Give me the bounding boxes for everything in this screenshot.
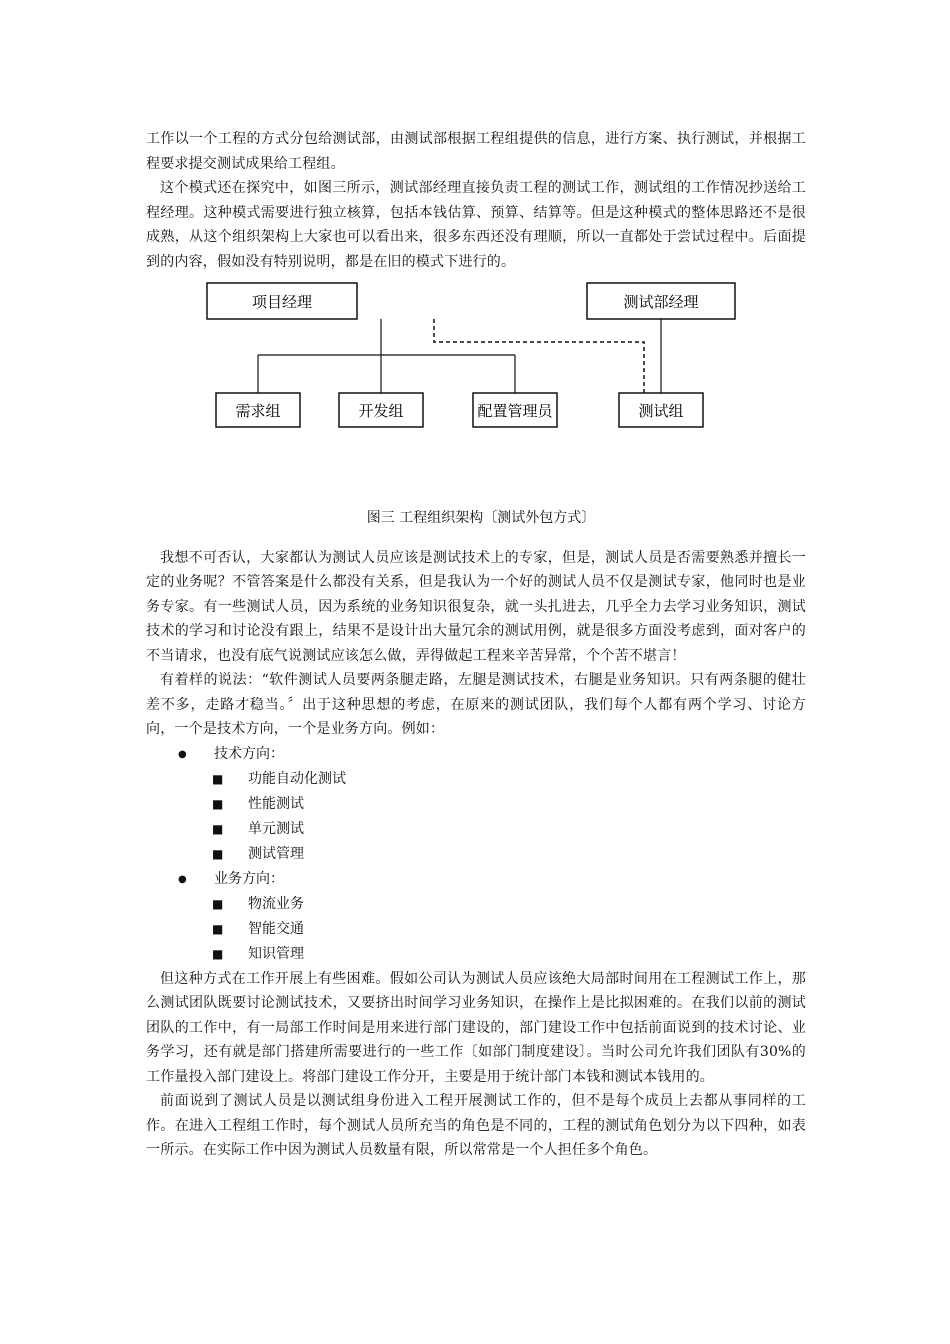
dashed-report-line [434, 319, 644, 393]
square-bullet-icon: ■ [212, 771, 224, 786]
square-bullet-icon: ■ [212, 946, 224, 961]
list-item: ■ 知识管理 [146, 942, 806, 967]
org-chart [206, 282, 746, 430]
paragraph-6: 前面说到了测试人员是以测试组身份进入工程开展测试工作的，但不是每个成员上去都从事同样的工作。在进入工程组工作时，每个测试人员所充当的角色是不同的，工程的测试角色划分为以下四种，如表一所示。在实际工作中因为测试人员数量有限，所以常常是一个人担任多个角色。 [146, 1093, 806, 1158]
list-item: ■ 性能测试 [146, 792, 806, 817]
list-item: ■ 测试管理 [146, 842, 806, 867]
figure-caption: 图三 工程组织架构〔测试外包方式〕 [366, 510, 596, 526]
paragraph-5: 但这种方式在工作开展上有些困难。假如公司认为测试人员应该绝大局部时间用在工程测试工作上，那么测试团队既要讨论测试技术，又要挤出时间学习业务知识，在操作上是比拟困难的。在我们以前的测试团队的工作中，有一局部工作时间是用来进行部门建设的，部门建设工作中包括前面说到的技术讨论、业务学习，还有就是部门搭建所需要进行的一些工作〔如部门制度建设〕。当时公司允许我们团队有30%的工作量投入部门建设上。将部门建设工作分开，主要是用于统计部门本钱和测试本钱用的。 [146, 970, 806, 1085]
label-project-manager: 项目经理 [251, 293, 313, 311]
paragraph-2: 这个模式还在探究中，如图三所示，测试部经理直接负责工程的测试工作，测试组的工作情况抄送给工程经理。这种模式需要进行独立核算，包括本钱估算、预算、结算等。但是这种模式的整体思路还不是很成熟，从这个组织架构上大家也可以看出来，很多东西还没有理顺，所以一直都处于尝试过程中。后面提到的内容，假如没有特别说明，都是在旧的模式下进行的。 [146, 180, 806, 270]
document-page [146, 127, 806, 1163]
square-bullet-icon: ■ [212, 821, 224, 836]
label-development: 开发组 [358, 402, 404, 420]
square-bullet-icon: ■ [212, 796, 224, 811]
label-test-group: 测试组 [638, 402, 684, 420]
direction-list [146, 742, 806, 967]
label-test-manager: 测试部经理 [623, 293, 699, 311]
bullet-icon: ● [178, 873, 187, 885]
square-bullet-icon: ■ [212, 896, 224, 911]
paragraph-1: 工作以一个工程的方式分包给测试部，由测试部根据工程组提供的信息，进行方案、执行测试，并根据工程要求提交测试成果给工程组。 [146, 131, 806, 172]
list-item: ■ 物流业务 [146, 892, 806, 917]
square-bullet-icon: ■ [212, 846, 224, 861]
label-config-manager: 配置管理员 [477, 402, 553, 420]
list-item: ■ 单元测试 [146, 817, 806, 842]
bullet-icon: ● [178, 748, 187, 760]
list-label-tech: 技术方向： [214, 745, 284, 762]
square-bullet-icon: ■ [212, 921, 224, 936]
list-item: ■ 功能自动化测试 [146, 767, 806, 792]
list-item-business [146, 867, 806, 892]
list-item: ■ 智能交通 [146, 917, 806, 942]
label-requirements: 需求组 [235, 402, 281, 420]
paragraph-3: 我想不可否认，大家都认为测试人员应该是测试技术上的专家，但是，测试人员是否需要熟悉并擅长一定的业务呢？不管答案是什么都没有关系，但是我认为一个好的测试人员不仅是测试专家，他同时也是业务专家。有一些测试人员，因为系统的业务知识很复杂，就一头扎进去，几乎全力去学习业务知识，测试技术的学习和讨论没有跟上，结果不是设计出大量冗余的测试用例，就是很多方面没考虑到，面对客户的不当请求，也没有底气说测试应该怎么做，弄得做起工程来辛苦异常，个个苦不堪言！ [146, 549, 806, 664]
org-chart-figure [146, 274, 806, 506]
list-item-tech [146, 742, 806, 767]
list-label-business: 业务方向： [214, 870, 284, 887]
paragraph-4: 有着样的说法：“软件测试人员要两条腿走路，左腿是测试技术，右腿是业务知识。只有两条腿的健壮差不多，走路才稳当。〞出于这种思想的考虑，在原来的测试团队，我们每个人都有两个学习、讨论方向，一个是技术方向，一个是业务方向。例如： [146, 672, 806, 737]
